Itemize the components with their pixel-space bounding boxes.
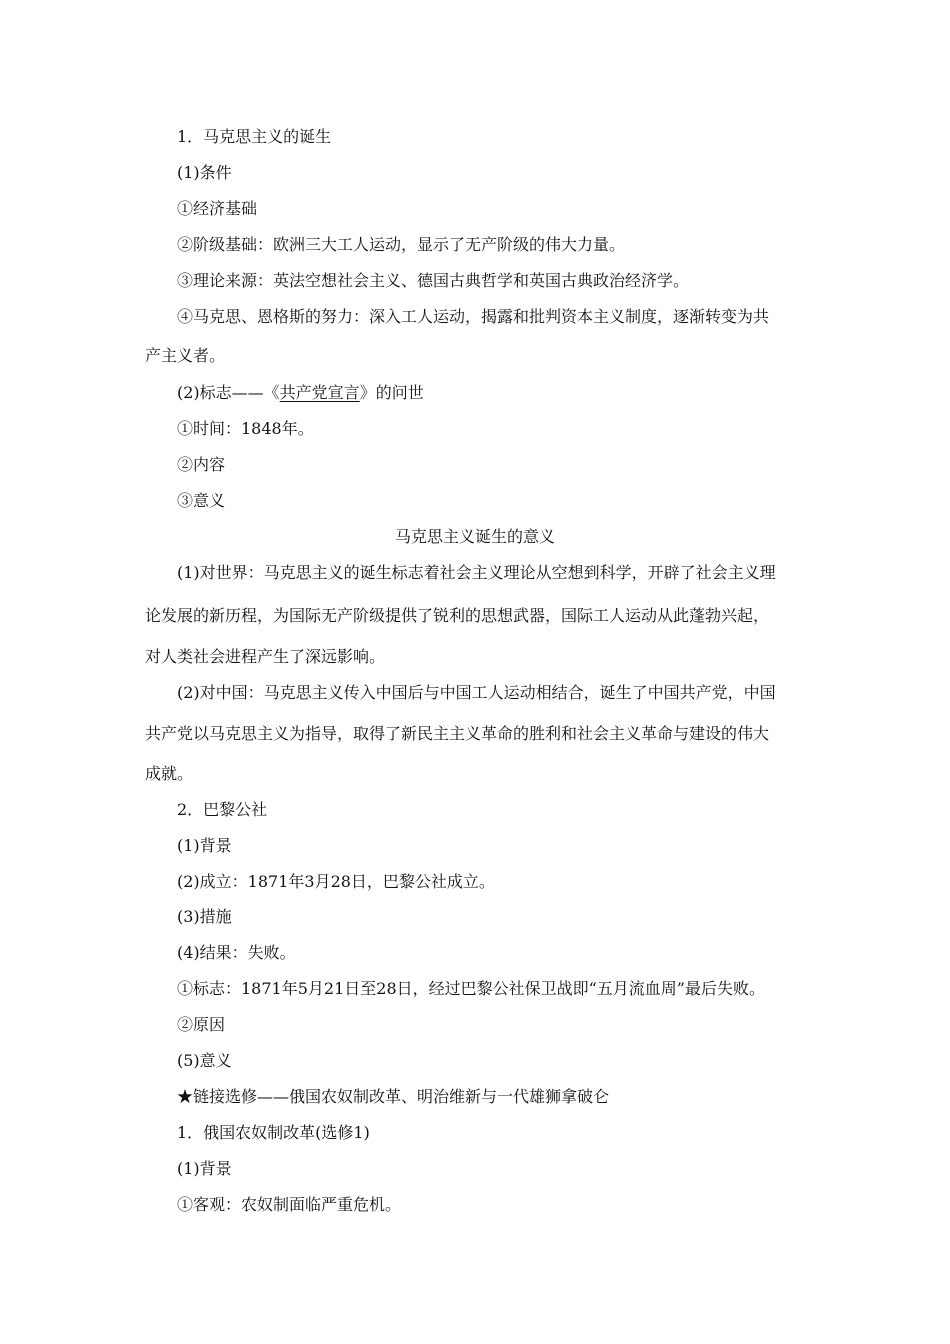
subheading: (1)背景 [177,1159,232,1178]
subheading: (2)成立：1871年3月28日，巴黎公社成立。 [177,872,495,891]
paragraph-line: 成就。 [145,764,194,783]
list-item: ③理论来源：英法空想社会主义、德国古典哲学和英国古典政治经济学。 [177,271,690,290]
subheading [177,383,424,403]
paragraph-line: 对人类社会进程产生了深远影响。 [145,647,386,666]
paragraph-line: (1)对世界：马克思主义的诞生标志着社会主义理论从空想到科学，开辟了社会主义理 [177,563,776,582]
subheading: (1)条件 [177,163,232,182]
subheading: (1)背景 [177,836,232,855]
list-item-continuation: 产主义者。 [145,346,226,365]
list-item: ③意义 [177,491,226,510]
list-item: ①客观：农奴制面临严重危机。 [177,1195,402,1214]
section-heading: 1．马克思主义的诞生 [177,127,332,146]
list-item: ①经济基础 [177,199,258,218]
list-item: ④马克思、恩格斯的努力：深入工人运动，揭露和批判资本主义制度，逐渐转变为共 [177,307,770,326]
subheading-suffix: 》的问世 [359,383,424,402]
paragraph-line: (2)对中国：马克思主义传入中国后与中国工人运动相结合，诞生了中国共产党，中国 [177,683,776,702]
subheading: (5)意义 [177,1051,232,1070]
list-item: ②原因 [177,1015,226,1034]
box-title: 马克思主义诞生的意义 [394,527,555,546]
list-item: ①时间：1848年。 [177,419,314,438]
list-item: ①标志：1871年5月21日至28日，经过巴黎公社保卫战即“五月流血周”最后失败。 [177,979,765,998]
subheading: (4)结果：失败。 [177,943,296,962]
paragraph-line: 论发展的新历程，为国际无产阶级提供了锐利的思想武器，国际工人运动从此蓬勃兴起， [145,606,770,625]
section-heading: 1．俄国农奴制改革(选修1) [177,1123,370,1142]
subheading: (3)措施 [177,907,232,926]
section-heading: 2．巴黎公社 [177,800,268,819]
subheading-prefix: (2)标志——《 [177,383,280,402]
book-title: 共产党宣言 [279,383,360,402]
list-item: ②内容 [177,455,226,474]
link-heading: ★链接选修——俄国农奴制改革、明治维新与一代雄狮拿破仑 [177,1087,610,1106]
list-item: ②阶级基础：欧洲三大工人运动，显示了无产阶级的伟大力量。 [177,235,626,254]
paragraph-line: 共产党以马克思主义为指导，取得了新民主主义革命的胜利和社会主义革命与建设的伟大 [145,724,770,743]
